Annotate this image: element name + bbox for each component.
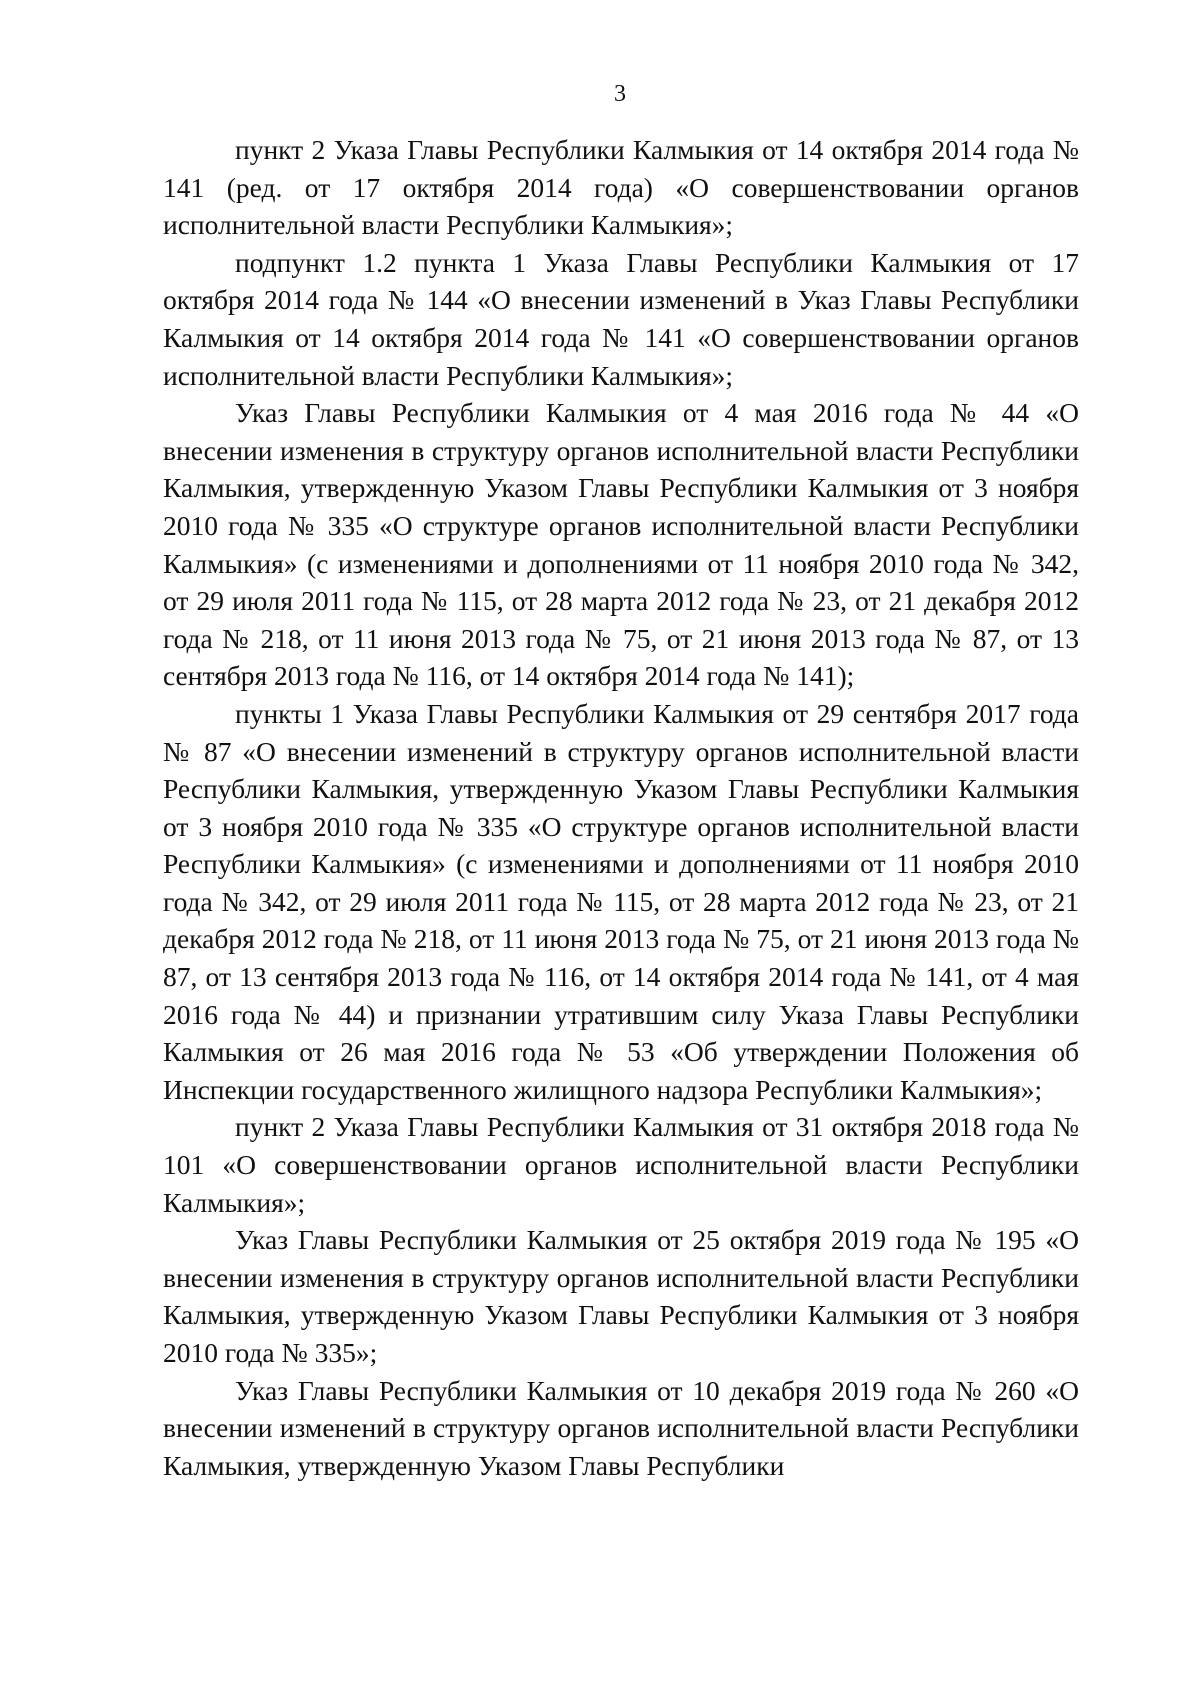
paragraph-ukaz-44: Указ Главы Республики Калмыкия от 4 мая 2016 года № 44 «О внесении изменения в структуру органов исполнительной власти Республики Калмыкия, утвержденную Указом Главы Республики Калмыкия от 3 ноября 2010 года № 335 «О структуре органов исполнительной власти Республики Калмыкия» (с изменениями и дополнениями от 11 ноября 2010 года № 342, от 29 июля 2011 года № 115, от 28 марта 2012 года № 23, от 21 декабря 2012 года № 218, от 11 июня 2013 года № 75, от 21 июня 2013 года № 87, от 13 сентября 2013 года № 116, от 14 октября 2014 года № 141);	[163, 397, 1079, 692]
paragraph-ukaz-260: Указ Главы Республики Калмыкия от 10 декабря 2019 года № 260 «О внесении изменений в структуру органов исполнительной власти Республики Калмыкия, утвержденную Указом Главы Республики	[163, 1374, 1079, 1481]
paragraph-podpunkt-1-2-ukaz-144: подпункт 1.2 пункта 1 Указа Главы Республики Калмыкия от 17 октября 2014 года № 144 «О внесении изменений в Указ Главы Республики Калмыкия от 14 октября 2014 года № 141 «О совершенствовании органов исполнительной власти Республики Калмыкия»;	[163, 246, 1079, 391]
paragraph-ukaz-195: Указ Главы Республики Калмыкия от 25 октября 2019 года № 195 «О внесении изменения в структуру органов исполнительной власти Республики Калмыкия, утвержденную Указом Главы Республики Калмыкия от 3 ноября 2010 года № 335»;	[163, 1224, 1079, 1368]
paragraph-punkt-2-ukaz-101: пункт 2 Указа Главы Республики Калмыкия от 31 октября 2018 года № 101 «О совершенствовании органов исполнительной власти Республики Калмыкия»;	[163, 1111, 1079, 1218]
page-number: 3	[614, 81, 626, 107]
document-body	[163, 131, 1079, 1484]
paragraph-punkt-2-ukaz-141: пункт 2 Указа Главы Республики Калмыкия от 14 октября 2014 года № 141 (ред. от 17 октября 2014 года) «О совершенствовании органов исполнительной власти Республики Калмыкия»;	[163, 134, 1079, 241]
paragraph-punkty-1-ukaz-87: пункты 1 Указа Главы Республики Калмыкия от 29 сентября 2017 года № 87 «О внесении изменений в структуру органов исполнительной власти Республики Калмыкия, утвержденную Указом Главы Республики Калмыкия от 3 ноября 2010 года № 335 «О структуре органов исполнительной власти Республики Калмыкия» (с изменениями и дополнениями от 11 ноября 2010 года № 342, от 29 июля 2011 года № 115, от 28 марта 2012 года № 23, от 21 декабря 2012 года № 218, от 11 июня 2013 года № 75, от 21 июня 2013 года № 87, от 13 сентября 2013 года № 116, от 14 октября 2014 года № 141, от 4 мая 2016 года № 44) и признании утратившим силу Указа Главы Республики Калмыкия от 26 мая 2016 года № 53 «Об утверждении Положения об Инспекции государственного жилищного надзора Республики Калмыкия»;	[163, 697, 1079, 1105]
